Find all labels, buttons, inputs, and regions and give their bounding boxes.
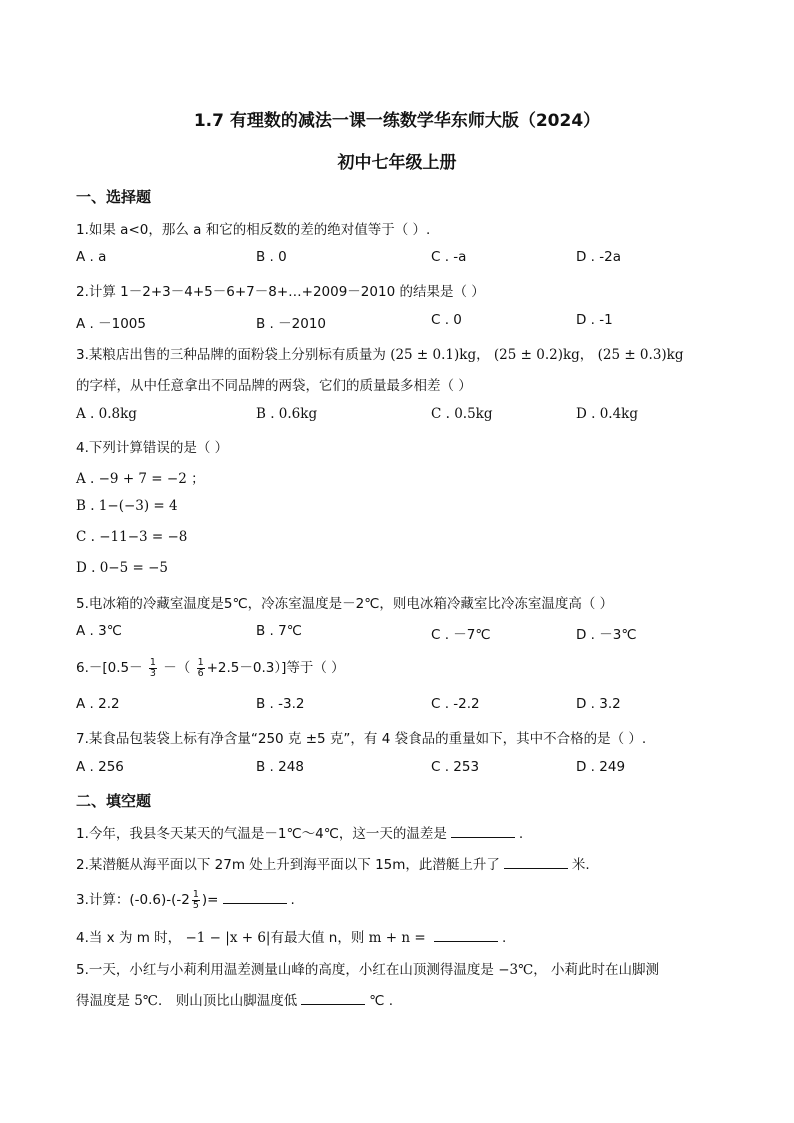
option-d: D . 3.2 xyxy=(576,696,621,712)
fill-question-4-mid: 有最大值 n，则 xyxy=(270,930,365,946)
fill-question-4-end: . xyxy=(501,930,507,946)
question-2-stem: 2.计算 1－2+3－4+5－6+7－8+…+2009－2010 的结果是（ ） xyxy=(76,284,485,300)
fraction-denominator: 6 xyxy=(197,667,204,679)
option-d: D . -2a xyxy=(576,249,622,265)
fill-question-5-line2 xyxy=(76,989,393,1009)
option-c: C . 253 xyxy=(431,759,480,775)
temperature-foot: 5℃ xyxy=(134,993,158,1009)
question-7-stem: 7.某食品包装袋上标有净含量“250 克 ±5 克”，有 4 袋食品的重量如下，其中不合格的是（ ）. xyxy=(76,731,647,747)
separator: ， xyxy=(579,347,594,363)
mass-label-3: (25 ± 0.3)kg xyxy=(597,347,684,363)
question-4-option-a: A . −9 + 7 = −2 ； xyxy=(76,471,205,487)
question-4-option-c: C . −11−3 = −8 xyxy=(76,529,188,545)
fill-question-5-text-b: ， 小莉此时在山脚测 xyxy=(533,962,659,978)
fill-question-1-end: . xyxy=(518,826,524,842)
fill-question-5-line1 xyxy=(76,958,659,978)
section-heading-multiple-choice: 一、选择题 xyxy=(76,188,152,206)
option-d: D . 249 xyxy=(576,759,626,775)
fill-question-3-text: 3.计算：(-0.6)-(-2 xyxy=(76,892,190,908)
question-7-options xyxy=(76,759,716,777)
answer-blank[interactable] xyxy=(223,891,287,904)
question-5-stem: 5.电冰箱的冷藏室温度是5℃，冷冻室温度是－2℃，则电冰箱冷藏室比冷冻室温度高（ ） xyxy=(76,596,614,612)
mass-label-1: (25 ± 0.1)kg xyxy=(390,347,477,363)
option-a: A . 256 xyxy=(76,759,124,775)
fill-question-3-end: . xyxy=(290,892,295,908)
question-3-stem-line1 xyxy=(76,343,684,363)
temperature-top: −3℃ xyxy=(498,962,534,978)
fill-question-5-text-d: ． 则山顶比山脚温度低 xyxy=(158,993,298,1009)
option-c: C . －7℃ xyxy=(431,627,491,643)
question-6-part1: 6.－[0.5－ xyxy=(76,660,143,676)
option-c: C . -2.2 xyxy=(431,696,480,712)
question-5-options xyxy=(76,623,716,641)
section-heading-fill-in: 二、填空题 xyxy=(76,792,152,810)
question-3-stem-b: 的字样，从中任意拿出不同品牌的两袋，它们的质量最多相差（ ） xyxy=(76,378,472,394)
option-a: A . 3℃ xyxy=(76,623,122,639)
fill-question-5-unit: ℃ . xyxy=(369,993,394,1009)
fill-question-2-text: 2.某潜艇从海平面以下 27m 处上升到海平面以下 15m，此潜艇上升了 xyxy=(76,857,500,873)
fraction-numerator: 1 xyxy=(149,656,156,668)
option-b: B . -3.2 xyxy=(256,696,305,712)
fraction-one-fifth xyxy=(192,890,200,911)
answer-blank[interactable] xyxy=(301,992,365,1005)
expression-abs: −1 − |x + 6| xyxy=(185,930,271,946)
fraction-one-sixth xyxy=(197,658,205,679)
option-b: B . －2010 xyxy=(256,316,326,332)
fill-question-4-text: 4.当 x 为 m 时， xyxy=(76,930,182,946)
fraction-denominator: 5 xyxy=(192,899,199,911)
question-6-stem xyxy=(76,656,345,679)
fill-question-2-unit: 米. xyxy=(571,857,590,873)
question-4-option-d: D . 0−5 = −5 xyxy=(76,560,168,576)
question-6-options xyxy=(76,696,716,714)
question-6-part2: －（ xyxy=(163,660,191,676)
mass-label-2: (25 ± 0.2)kg xyxy=(493,347,580,363)
option-d: D . 0.4kg xyxy=(576,406,638,422)
option-c: C . -a xyxy=(431,249,467,265)
question-4-stem: 4.下列计算错误的是（ ） xyxy=(76,440,229,456)
option-b: B . 7℃ xyxy=(256,623,302,639)
fraction-one-third xyxy=(149,658,157,679)
option-d: D . －3℃ xyxy=(576,627,637,643)
question-6-part3: +2.5－0.3）]等于（ ） xyxy=(206,660,345,676)
option-a: A . a xyxy=(76,249,107,265)
question-2-options xyxy=(76,312,716,330)
option-b: B . 0 xyxy=(256,249,287,265)
document-subtitle: 初中七年级上册 xyxy=(337,153,457,173)
option-b: B . 248 xyxy=(256,759,304,775)
option-b: B . 0.6kg xyxy=(256,406,318,422)
fill-question-5-text-c: 得温度是 xyxy=(76,993,130,1009)
question-3-options xyxy=(76,406,716,424)
fill-question-1 xyxy=(76,822,523,842)
expression-m-plus-n: m + n = xyxy=(368,930,426,946)
fill-question-4 xyxy=(76,926,506,946)
answer-blank[interactable] xyxy=(434,929,498,942)
option-d: D . -1 xyxy=(576,312,613,328)
document-title: 1.7 有理数的减法一课一练数学华东师大版（2024） xyxy=(193,111,601,131)
separator: ， xyxy=(476,347,490,363)
fraction-denominator: 3 xyxy=(149,667,156,679)
question-1-options xyxy=(76,249,716,267)
fraction-numerator: 1 xyxy=(192,888,199,900)
option-a: A . 2.2 xyxy=(76,696,120,712)
option-c: C . 0.5kg xyxy=(431,406,493,422)
answer-blank[interactable] xyxy=(451,825,515,838)
option-c: C . 0 xyxy=(431,312,462,328)
fill-question-5-text-a: 5.一天，小红与小莉利用温差测量山峰的高度，小红在山顶测得温度是 xyxy=(76,962,494,978)
option-a: A . 0.8kg xyxy=(76,406,137,422)
fill-question-1-text: 1.今年，我县冬天某天的气温是－1℃～4℃，这一天的温差是 xyxy=(76,826,447,842)
question-4-option-b: B . 1−(−3) = 4 xyxy=(76,498,178,514)
question-1-stem: 1.如果 a<0，那么 a 和它的相反数的差的绝对值等于（ ）. xyxy=(76,222,431,238)
answer-blank[interactable] xyxy=(504,856,568,869)
option-a: A . －1005 xyxy=(76,316,146,332)
fill-question-3 xyxy=(76,888,295,911)
fill-question-3-close: )= xyxy=(201,892,219,908)
fraction-numerator: 1 xyxy=(197,656,204,668)
question-3-stem-a: 3.某粮店出售的三种品牌的面粉袋上分别标有质量为 xyxy=(76,347,386,363)
fill-question-2 xyxy=(76,853,590,873)
